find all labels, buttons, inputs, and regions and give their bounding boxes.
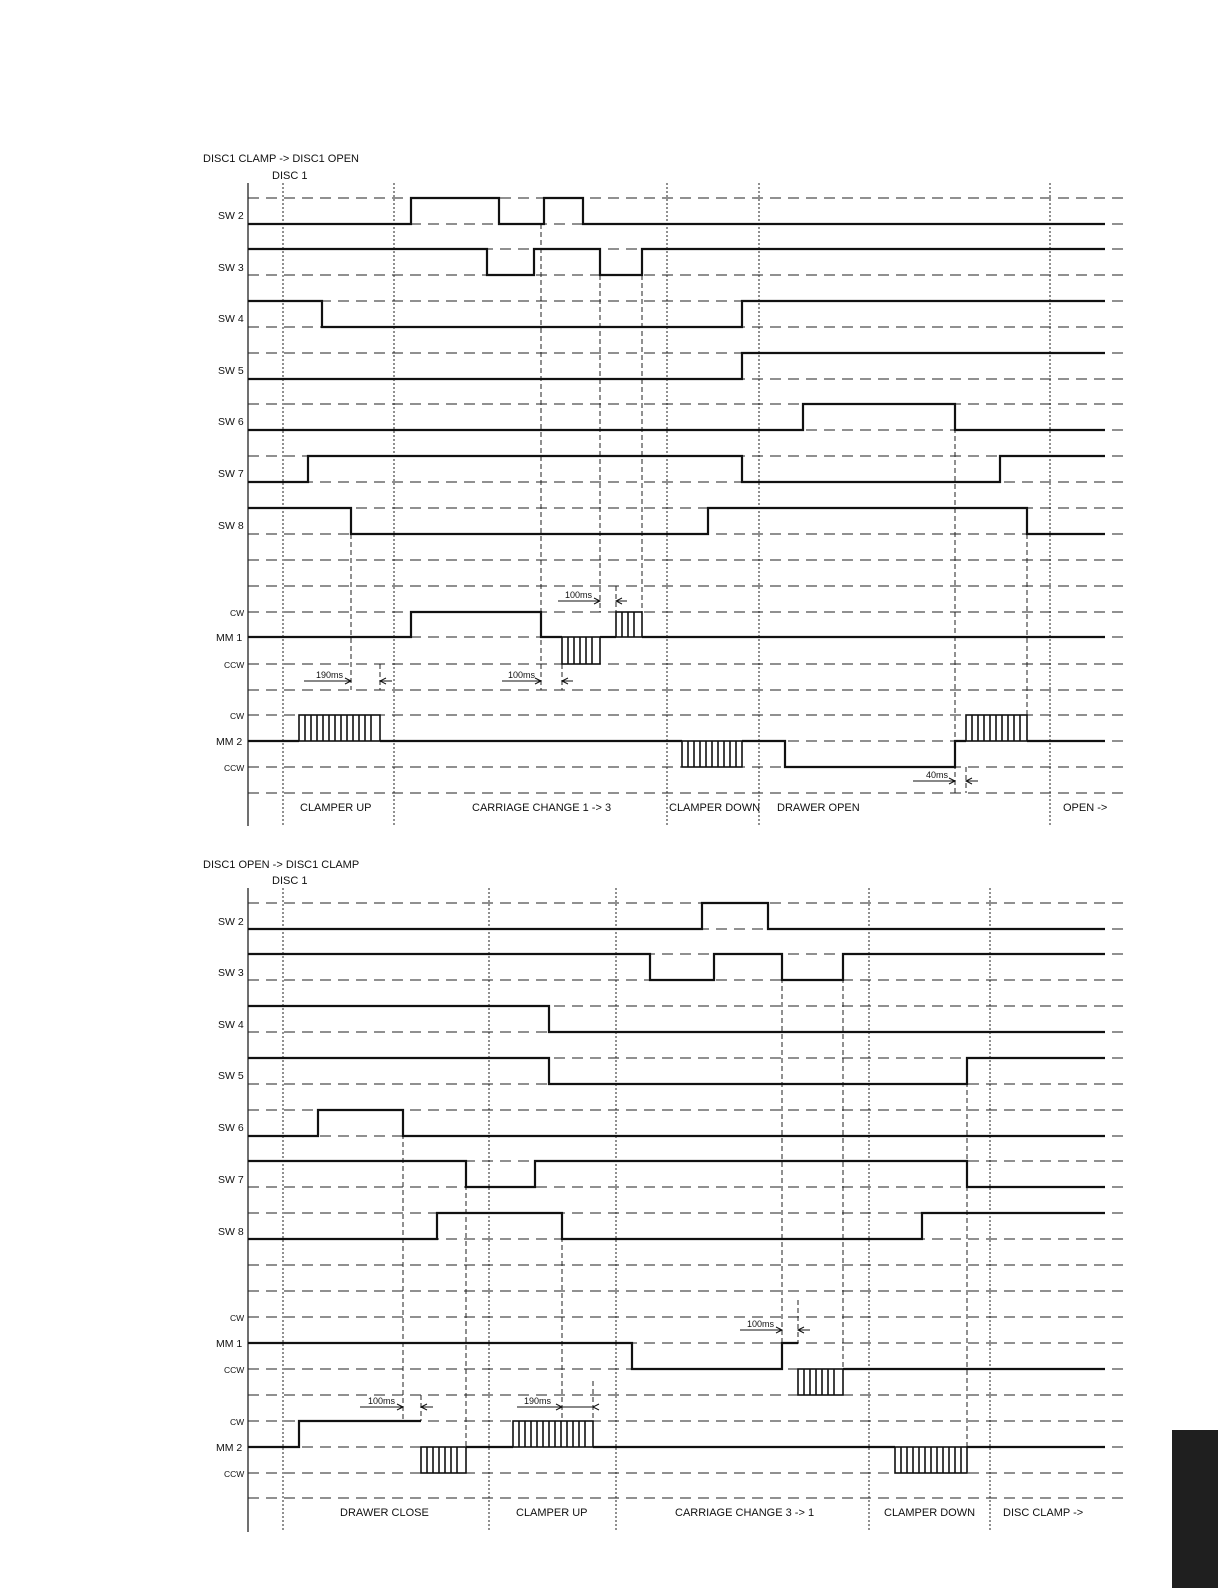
wave2-sw5 — [248, 1058, 1105, 1084]
timing-note-100ms-a: 100ms — [565, 590, 593, 600]
timing-diagram-2 — [203, 859, 1130, 1532]
diagram-2-disc-marker: DISC 1 — [272, 875, 308, 887]
wave-mm2-c — [742, 741, 966, 767]
label2-mm2: MM 2 — [216, 1442, 243, 1454]
diagram-1-phase-dividers — [283, 183, 1050, 826]
diagram-1-title: DISC1 CLAMP -> DISC1 OPEN — [203, 153, 359, 165]
pulse2-block-mm2-cw-clamper-up — [513, 1421, 593, 1447]
pulse2-block-mm1-ccw — [798, 1369, 843, 1395]
wave-sw2 — [248, 198, 1105, 224]
pulse2-block-mm2-ccw-clamper-down — [895, 1447, 967, 1473]
wave2-sw3 — [248, 954, 1105, 980]
timing2-note-100ms-a: 100ms — [368, 1396, 396, 1406]
pulse2-block-mm2-ccw-drawer-close — [421, 1447, 466, 1473]
timing2-note-190ms: 190ms — [524, 1396, 552, 1406]
phase-clamper-down: CLAMPER DOWN — [669, 802, 761, 814]
phase2-disc-clamp: DISC CLAMP -> — [1003, 1507, 1084, 1519]
diagram-1-signal-labels — [216, 210, 244, 773]
timing-note-190ms: 190ms — [316, 670, 344, 680]
label-sw8: SW 8 — [218, 520, 244, 532]
label2-mm1-ccw: CCW — [224, 1365, 245, 1375]
wave2-sw7 — [248, 1161, 1105, 1187]
label-sw6: SW 6 — [218, 416, 244, 428]
diagram-1-timing-annotations — [304, 590, 978, 784]
label2-mm2-ccw: CCW — [224, 1469, 245, 1479]
label-mm2-ccw: CCW — [224, 763, 245, 773]
label2-sw8: SW 8 — [218, 1226, 244, 1238]
phase2-clamper-up: CLAMPER UP — [516, 1507, 588, 1519]
label2-sw2: SW 2 — [218, 916, 244, 928]
label-sw2: SW 2 — [218, 210, 244, 222]
wave2-sw8 — [248, 1213, 1105, 1239]
phase2-carriage-change-3-1: CARRIAGE CHANGE 3 -> 1 — [675, 1507, 815, 1519]
pulse-block-mm2-ccw-clamper-down — [682, 741, 742, 767]
phase-clamper-up: CLAMPER UP — [300, 802, 372, 814]
label2-sw6: SW 6 — [218, 1122, 244, 1134]
label-mm2: MM 2 — [216, 736, 243, 748]
wave-sw4 — [248, 301, 1105, 327]
diagram-1-phase-labels — [300, 802, 1107, 814]
phase2-clamper-down: CLAMPER DOWN — [884, 1507, 976, 1519]
diagram-2-timing-annotations — [360, 1319, 810, 1410]
diagram-2-waveforms — [248, 903, 1105, 1447]
label-mm2-cw: CW — [230, 711, 245, 721]
wave-sw6 — [248, 404, 1105, 430]
wave-sw3 — [248, 249, 1105, 275]
diagram-2-signal-labels — [216, 916, 244, 1479]
label-mm1: MM 1 — [216, 632, 243, 644]
pulse-block-mm2-cw-open — [966, 715, 1027, 741]
diagram-1-disc-marker: DISC 1 — [272, 170, 308, 182]
timing-diagram-1 — [203, 153, 1130, 826]
diagram-2-phase-labels — [340, 1507, 1083, 1519]
label2-mm1-cw: CW — [230, 1313, 245, 1323]
wave2-sw6 — [248, 1110, 1105, 1136]
wave2-sw2 — [248, 903, 1105, 929]
label2-sw5: SW 5 — [218, 1070, 244, 1082]
label-sw5: SW 5 — [218, 365, 244, 377]
label2-mm1: MM 1 — [216, 1338, 243, 1350]
diagram-2-phase-dividers — [283, 888, 990, 1532]
label2-sw7: SW 7 — [218, 1174, 244, 1186]
phase-drawer-open: DRAWER OPEN — [777, 802, 860, 814]
pulse-block-mm1-cw — [616, 612, 642, 637]
wave2-mm2 — [248, 1421, 421, 1447]
wave2-sw4 — [248, 1006, 1105, 1032]
diagram-2-grid — [248, 903, 1130, 1498]
wave-mm1 — [248, 612, 562, 637]
phase2-drawer-close: DRAWER CLOSE — [340, 1507, 429, 1519]
wave-sw7 — [248, 456, 1105, 482]
label-sw7: SW 7 — [218, 468, 244, 480]
pulse-block-mm1-ccw — [562, 637, 600, 664]
wave-sw8 — [248, 508, 1105, 534]
timing-note-100ms-b: 100ms — [508, 670, 536, 680]
timing2-note-100ms-b: 100ms — [747, 1319, 775, 1329]
label2-mm2-cw: CW — [230, 1417, 245, 1427]
pulse-block-mm2-cw-clamper-up — [299, 715, 380, 741]
label2-sw4: SW 4 — [218, 1019, 244, 1031]
diagram-2-title: DISC1 OPEN -> DISC1 CLAMP — [203, 859, 360, 871]
label-sw4: SW 4 — [218, 313, 244, 325]
timing-note-40ms: 40ms — [926, 770, 949, 780]
label-mm1-cw: CW — [230, 608, 245, 618]
label-mm1-ccw: CCW — [224, 660, 245, 670]
wave2-mm1 — [248, 1343, 798, 1369]
label2-sw3: SW 3 — [218, 967, 244, 979]
page-edge-tab — [1172, 1430, 1218, 1588]
diagram-1-grid — [248, 198, 1130, 793]
phase-open: OPEN -> — [1063, 802, 1108, 814]
label-sw3: SW 3 — [218, 262, 244, 274]
wave-sw5 — [248, 353, 1105, 379]
phase-carriage-change-1-3: CARRIAGE CHANGE 1 -> 3 — [472, 802, 612, 814]
